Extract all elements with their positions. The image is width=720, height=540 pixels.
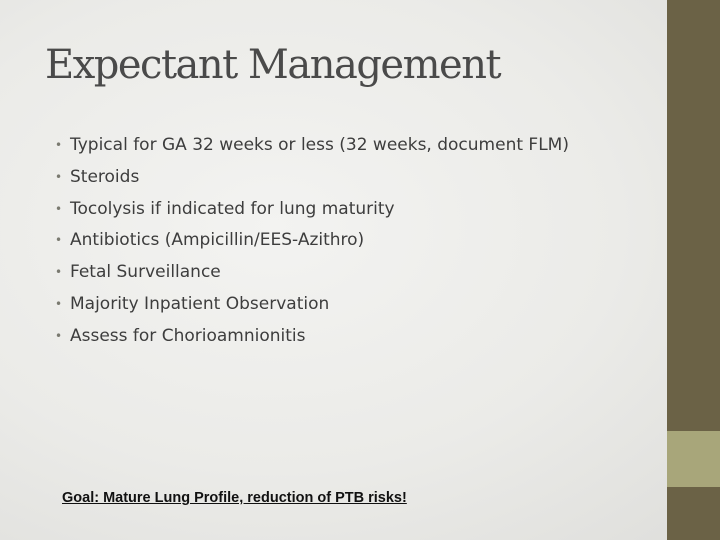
bullet-text: Assess for Chorioamnionitis	[70, 325, 306, 346]
bullet-item	[52, 292, 652, 324]
bullet-text: Steroids	[70, 166, 140, 187]
bullet-icon: •	[55, 296, 63, 311]
bullet-item	[52, 324, 652, 356]
slide-title: Expectant Management	[45, 42, 501, 88]
bullet-text: Antibiotics (Ampicillin/EES-Azithro)	[70, 230, 365, 251]
bullet-list	[52, 133, 652, 356]
bullet-icon: •	[55, 169, 63, 184]
bullet-item	[52, 197, 652, 229]
bullet-item	[52, 133, 652, 165]
bullet-text: Fetal Surveillance	[70, 262, 221, 283]
bullet-icon: •	[55, 265, 63, 280]
sidebar-decoration-bottom	[667, 487, 720, 540]
bullet-icon: •	[55, 328, 63, 343]
bullet-text: Typical for GA 32 weeks or less (32 weeks, document FLM)	[70, 135, 569, 155]
bullet-item	[52, 228, 652, 260]
bullet-icon: •	[55, 233, 63, 248]
goal-statement: Goal: Mature Lung Profile, reduction of PTB risks!	[62, 490, 407, 506]
bullet-text: Majority Inpatient Observation	[70, 293, 330, 314]
bullet-icon: •	[55, 201, 63, 216]
bullet-item	[52, 260, 652, 292]
bullet-icon: •	[55, 138, 63, 152]
sidebar-decoration-top	[667, 0, 720, 431]
sidebar-decoration-accent	[667, 431, 720, 487]
bullet-item	[52, 165, 652, 197]
bullet-text: Tocolysis if indicated for lung maturity	[70, 198, 395, 219]
